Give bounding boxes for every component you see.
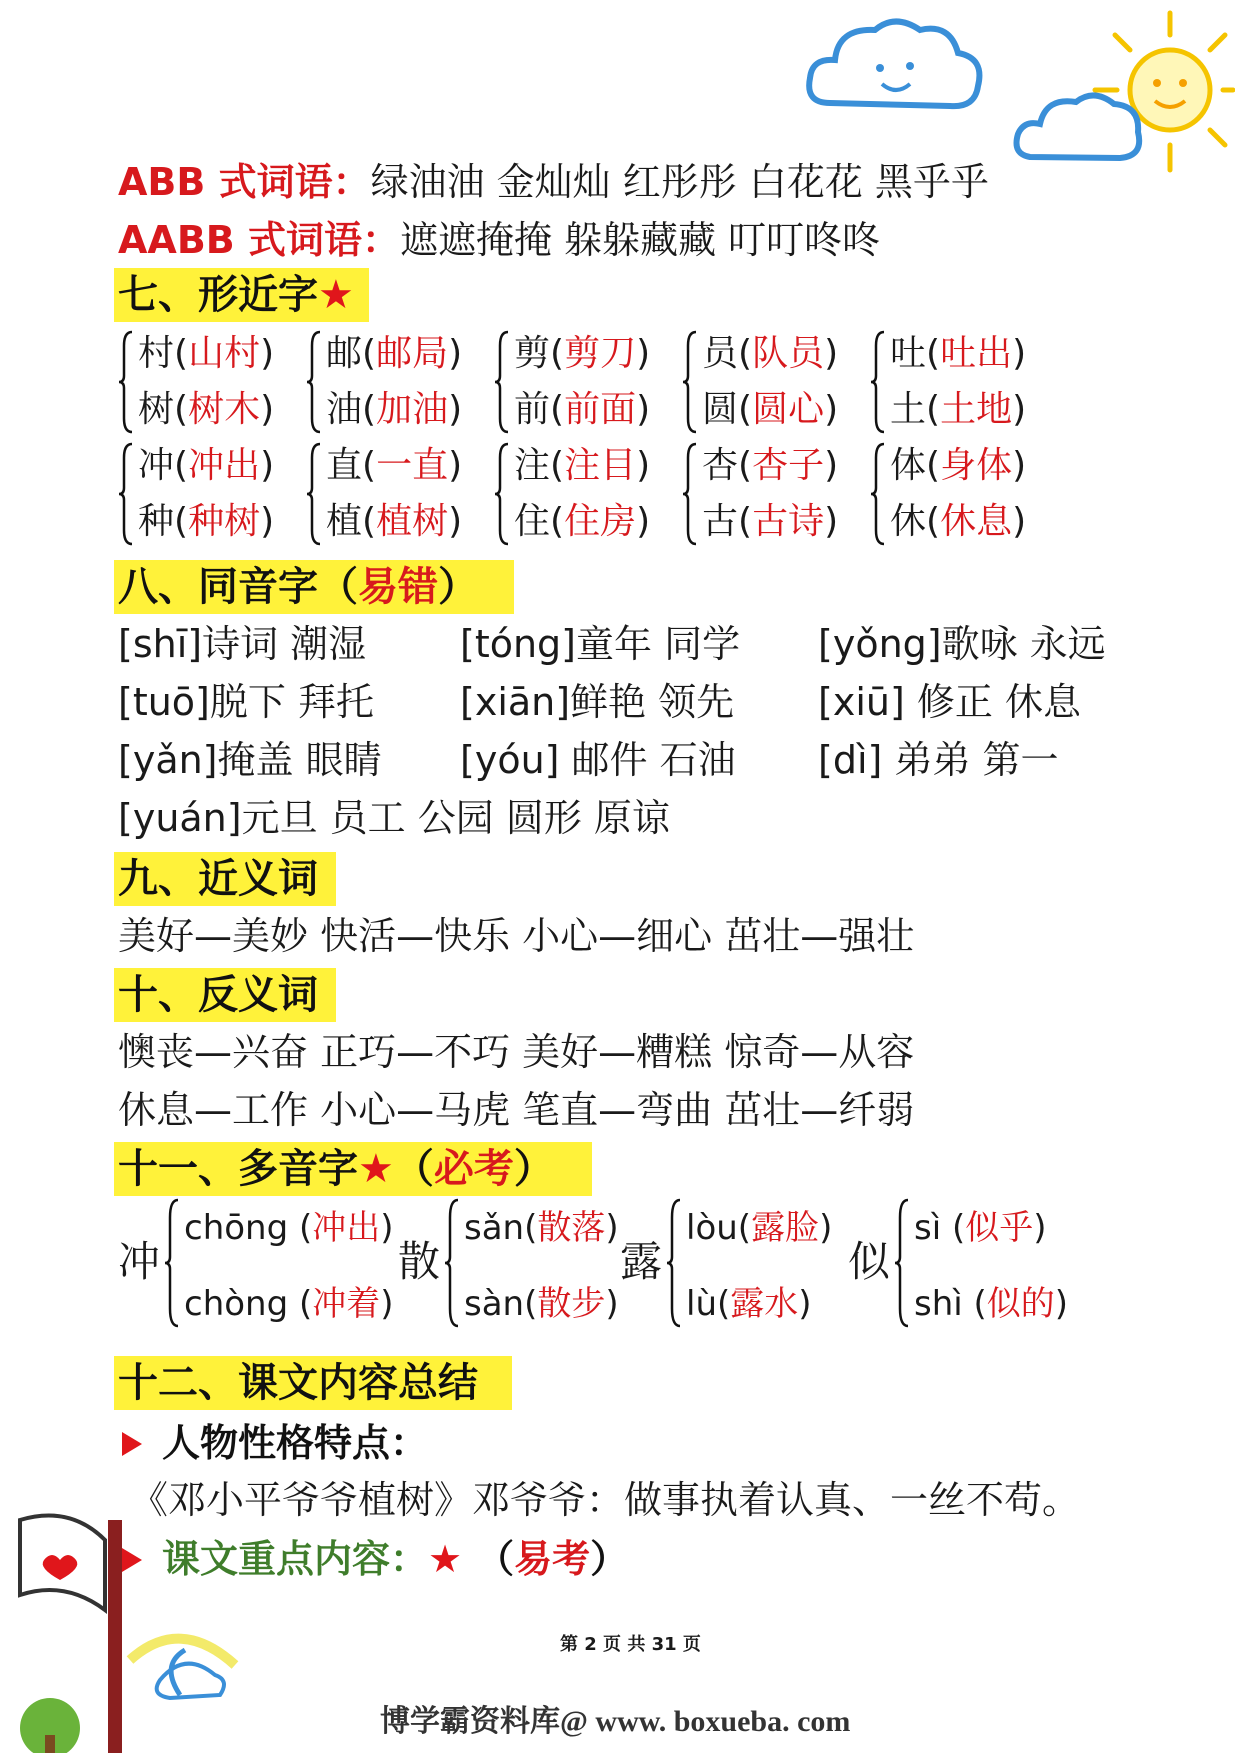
char: 圆 bbox=[702, 389, 739, 430]
homophone-item: [xiū] 修正 休息 bbox=[818, 680, 1081, 724]
brace-icon bbox=[306, 330, 322, 434]
polyphonic-reading bbox=[914, 1280, 1068, 1328]
polyphonic-reading bbox=[686, 1204, 832, 1252]
similar-char-pair bbox=[306, 438, 498, 552]
example-word: 队员 bbox=[752, 333, 825, 374]
abb-words: 绿油油 金灿灿 红彤彤 白花花 黑乎乎 bbox=[370, 160, 989, 204]
similar-char-line: 土(土地) bbox=[890, 389, 1027, 430]
char: 油 bbox=[326, 389, 363, 430]
antonyms-row-1: 懊丧—兴奋 正巧—不巧 美好—糟糕 惊奇—从容 bbox=[118, 1030, 915, 1074]
abb-label: ABB 式词语： bbox=[118, 160, 371, 204]
paren: ) bbox=[380, 1284, 394, 1324]
abb-words-row bbox=[118, 156, 989, 208]
aabb-label: AABB 式词语： bbox=[118, 218, 400, 262]
paren: ) bbox=[605, 1284, 619, 1324]
char: 直 bbox=[326, 445, 363, 486]
polyphonic-reading bbox=[184, 1280, 394, 1328]
aabb-words: 遮遮掩掩 躲躲藏藏 叮叮咚咚 bbox=[399, 218, 881, 262]
example-word: 散步 bbox=[537, 1284, 606, 1324]
star-icon: ★ bbox=[358, 1146, 394, 1192]
similar-char-line: 圆(圆心) bbox=[702, 389, 839, 430]
pinyin: sǎn( bbox=[464, 1208, 538, 1248]
example-word: 似的 bbox=[986, 1284, 1055, 1324]
char: 体 bbox=[890, 445, 927, 486]
section8-title: 八、同音字（易错） bbox=[118, 564, 478, 610]
pinyin: lòu( bbox=[686, 1208, 752, 1248]
polyphonic-reading bbox=[184, 1204, 394, 1252]
char: 住 bbox=[514, 501, 551, 542]
similar-char-line: 住(住房) bbox=[514, 501, 651, 542]
example-word: 种树 bbox=[188, 501, 261, 542]
homophone-item: [tuō]脱下 拜托 bbox=[118, 680, 374, 724]
cloud-small-icon bbox=[1010, 82, 1150, 172]
section10-title: 十、反义词 bbox=[118, 972, 318, 1018]
paren: ) bbox=[1054, 1284, 1069, 1324]
example-word: 散落 bbox=[537, 1208, 606, 1248]
cloud-decoration-icon bbox=[800, 8, 990, 128]
paren: ) bbox=[819, 1208, 833, 1248]
triangle-bullet-icon bbox=[122, 1432, 142, 1456]
example-word: 露水 bbox=[730, 1284, 799, 1324]
example-word: 杏子 bbox=[752, 445, 825, 486]
homophone-item: [shī]诗词 潮湿 bbox=[118, 622, 367, 666]
similar-char-line: 古(古诗) bbox=[702, 501, 839, 542]
homophone-item: [yóu] 邮件 石油 bbox=[460, 738, 736, 782]
star-icon: ★ bbox=[318, 272, 354, 318]
example-word: 剪刀 bbox=[564, 333, 637, 374]
brace-icon bbox=[666, 1198, 682, 1328]
pinyin: chōng ( bbox=[184, 1208, 313, 1248]
brace-icon bbox=[494, 442, 510, 546]
paren: ) bbox=[380, 1208, 394, 1248]
similar-char-pair bbox=[870, 438, 1062, 552]
pinyin: chòng ( bbox=[184, 1284, 313, 1324]
character-traits-heading: 人物性格特点： bbox=[162, 1421, 429, 1465]
antonyms-row-2: 休息—工作 小心—马虎 笔直—弯曲 茁壮—纤弱 bbox=[118, 1088, 915, 1132]
char: 植 bbox=[326, 501, 363, 542]
char: 剪 bbox=[514, 333, 551, 374]
polyphonic-reading bbox=[914, 1204, 1047, 1252]
polyphonic-char: 冲 bbox=[118, 1237, 161, 1286]
brace-icon bbox=[494, 330, 510, 434]
similar-char-line: 村(山村) bbox=[138, 333, 275, 374]
similar-char-line: 冲(冲出) bbox=[138, 445, 275, 486]
polyphonic-reading bbox=[686, 1280, 812, 1328]
example-word: 住房 bbox=[564, 501, 637, 542]
char: 邮 bbox=[326, 333, 363, 374]
brace-icon bbox=[164, 1198, 180, 1328]
example-word: 植树 bbox=[376, 501, 449, 542]
example-word: 似乎 bbox=[965, 1208, 1034, 1248]
example-word: 山村 bbox=[188, 333, 261, 374]
pinyin: sì ( bbox=[914, 1208, 966, 1248]
char: 冲 bbox=[138, 445, 175, 486]
polyphonic-char: 散 bbox=[398, 1237, 441, 1286]
similar-char-pair bbox=[870, 326, 1062, 440]
char: 村 bbox=[138, 333, 175, 374]
paren: ) bbox=[605, 1208, 619, 1248]
char: 种 bbox=[138, 501, 175, 542]
page-number: 第 2 页 共 31 页 bbox=[560, 1634, 701, 1655]
similar-char-line: 剪(剪刀) bbox=[514, 333, 651, 374]
brace-icon bbox=[894, 1198, 910, 1328]
polyphonic-reading bbox=[464, 1204, 619, 1252]
example-word: 圆心 bbox=[752, 389, 825, 430]
example-word: 注目 bbox=[564, 445, 637, 486]
similar-char-line: 员(队员) bbox=[702, 333, 839, 374]
brace-icon bbox=[870, 330, 886, 434]
similar-char-pair bbox=[118, 326, 310, 440]
similar-char-line: 植(植树) bbox=[326, 501, 463, 542]
homophone-item: [dì] 弟弟 第一 bbox=[818, 738, 1059, 782]
similar-char-line: 直(一直) bbox=[326, 445, 463, 486]
example-word: 古诗 bbox=[752, 501, 825, 542]
polyphonic-reading bbox=[464, 1280, 619, 1328]
polyphonic-char: 似 bbox=[848, 1237, 891, 1286]
example-word: 露脸 bbox=[751, 1208, 820, 1248]
brace-icon bbox=[118, 442, 134, 546]
char: 杏 bbox=[702, 445, 739, 486]
section7-title: 七、形近字★ bbox=[118, 272, 354, 318]
similar-char-line: 体(身体) bbox=[890, 445, 1027, 486]
aabb-words-row bbox=[118, 214, 880, 266]
similar-char-pair bbox=[682, 326, 874, 440]
paren: ) bbox=[1033, 1208, 1047, 1248]
character-traits-text: 《邓小平爷爷植树》邓爷爷：做事执着认真、一丝不苟。 bbox=[130, 1478, 1081, 1522]
brace-icon bbox=[682, 330, 698, 434]
pinyin: shì ( bbox=[914, 1284, 987, 1324]
similar-char-line: 休(休息) bbox=[890, 501, 1027, 542]
char: 前 bbox=[514, 389, 551, 430]
similar-char-line: 树(树木) bbox=[138, 389, 275, 430]
homophone-item: [tóng]童年 同学 bbox=[460, 622, 741, 666]
synonyms-row: 美好—美妙 快活—快乐 小心—细心 茁壮—强壮 bbox=[118, 914, 915, 958]
homophone-item: [yǎn]掩盖 眼睛 bbox=[118, 738, 382, 782]
example-word: 吐出 bbox=[940, 333, 1013, 374]
char: 吐 bbox=[890, 333, 927, 374]
char: 注 bbox=[514, 445, 551, 486]
brace-icon bbox=[444, 1198, 460, 1328]
brace-icon bbox=[682, 442, 698, 546]
similar-char-line: 种(种树) bbox=[138, 501, 275, 542]
watermark-text: 博学霸资料库@ www. boxueba. com bbox=[380, 1705, 851, 1738]
polyphonic-char: 露 bbox=[620, 1237, 663, 1286]
example-word: 冲出 bbox=[188, 445, 261, 486]
brace-icon bbox=[306, 442, 322, 546]
example-word: 冲出 bbox=[312, 1208, 381, 1248]
similar-char-line: 前(前面) bbox=[514, 389, 651, 430]
flag-decoration-icon bbox=[10, 1500, 260, 1753]
example-word: 土地 bbox=[940, 389, 1013, 430]
example-word: 树木 bbox=[188, 389, 261, 430]
similar-char-line: 杏(杏子) bbox=[702, 445, 839, 486]
similar-char-pair bbox=[118, 438, 310, 552]
example-word: 前面 bbox=[564, 389, 637, 430]
example-word: 一直 bbox=[376, 445, 449, 486]
similar-char-pair bbox=[306, 326, 498, 440]
similar-char-line: 吐(吐出) bbox=[890, 333, 1027, 374]
char: 树 bbox=[138, 389, 175, 430]
char: 员 bbox=[702, 333, 739, 374]
example-word: 邮局 bbox=[376, 333, 449, 374]
char: 土 bbox=[890, 389, 927, 430]
similar-char-pair bbox=[682, 438, 874, 552]
similar-char-pair bbox=[494, 326, 686, 440]
key-content-heading: 课文重点内容：★ （易考） bbox=[162, 1537, 629, 1581]
homophone-item: [yuán]元旦 员工 公园 圆形 原谅 bbox=[118, 796, 670, 840]
example-word: 休息 bbox=[940, 501, 1013, 542]
brace-icon bbox=[870, 442, 886, 546]
char: 古 bbox=[702, 501, 739, 542]
pinyin: lù( bbox=[686, 1284, 731, 1324]
example-word: 身体 bbox=[940, 445, 1013, 486]
section9-title: 九、近义词 bbox=[118, 856, 318, 902]
example-word: 加油 bbox=[376, 389, 449, 430]
homophone-item: [xiān]鲜艳 领先 bbox=[460, 680, 735, 724]
section12-title: 十二、课文内容总结 bbox=[118, 1360, 478, 1406]
pinyin: sàn( bbox=[464, 1284, 538, 1324]
homophone-item: [yǒng]歌咏 永远 bbox=[818, 622, 1106, 666]
char: 休 bbox=[890, 501, 927, 542]
similar-char-pair bbox=[494, 438, 686, 552]
paren: ) bbox=[798, 1284, 812, 1324]
similar-char-line: 邮(邮局) bbox=[326, 333, 463, 374]
brace-icon bbox=[118, 330, 134, 434]
similar-char-line: 注(注目) bbox=[514, 445, 651, 486]
star-icon: ★ bbox=[428, 1537, 463, 1581]
similar-char-line: 油(加油) bbox=[326, 389, 463, 430]
section11-title: 十一、多音字★（必考） bbox=[118, 1146, 554, 1192]
example-word: 冲着 bbox=[312, 1284, 381, 1324]
